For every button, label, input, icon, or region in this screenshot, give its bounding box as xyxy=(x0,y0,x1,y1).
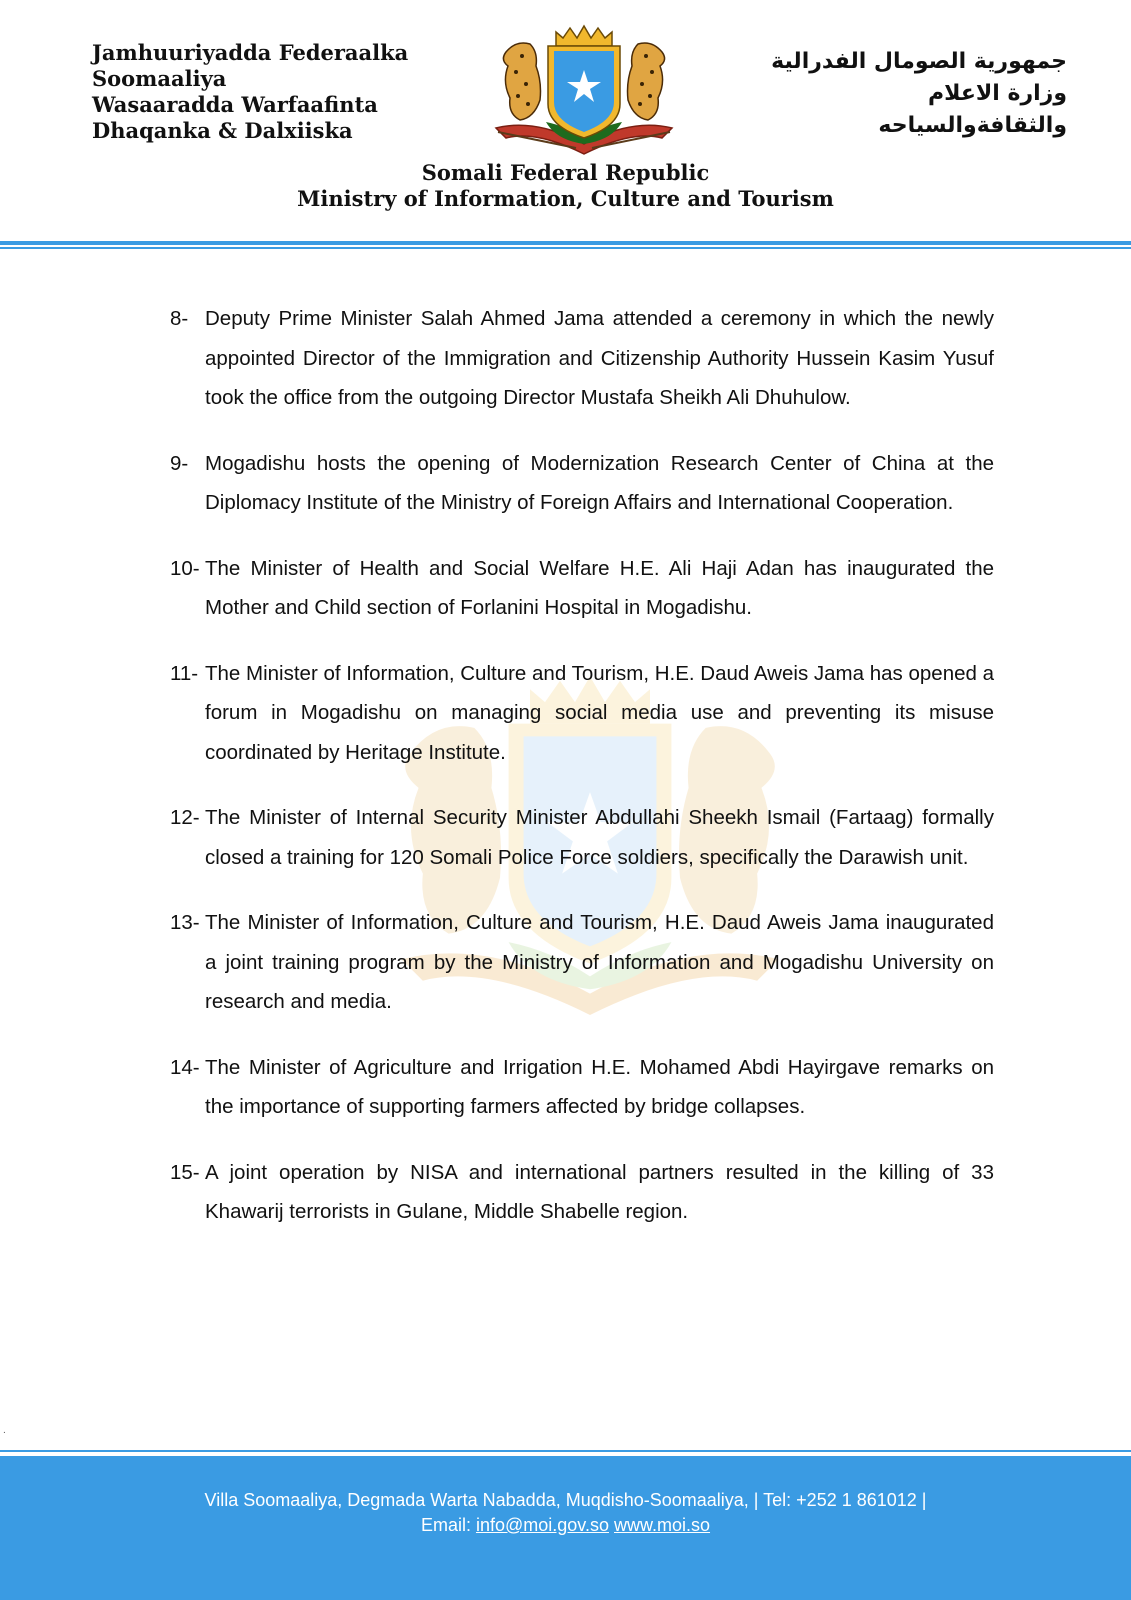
header-right-line: والثقافةوالسياحه xyxy=(878,113,1067,138)
item-text: A joint operation by NISA and international partners resulted in the killing of 33 Khawarij terrorists in Gulane, Middle Shabelle region. xyxy=(205,1160,994,1223)
footer-email-link[interactable]: info@moi.gov.so xyxy=(475,1515,609,1535)
item-text: Mogadishu hosts the opening of Modernization Research Center of China at the Diplomacy Institute of the Ministry of Foreign Affairs and International Cooperation. xyxy=(205,451,994,514)
header-left-line: Dhaqanka & Dalxiiska xyxy=(92,118,353,143)
list-item xyxy=(170,798,994,877)
list-item xyxy=(170,654,994,773)
stray-mark: . xyxy=(3,1425,6,1436)
header-arabic-text xyxy=(771,46,1067,142)
header-subtitle: Ministry of Information, Culture and Tourism xyxy=(297,186,834,211)
footer-email-label: Email: xyxy=(420,1515,471,1535)
footer-address: Villa Soomaaliya, Degmada Warta Nabadda, Muqdisho-Soomaaliya, | Tel: +252 1 861012 | xyxy=(204,1490,927,1510)
list-item xyxy=(170,549,994,628)
footer-contact xyxy=(0,1513,1131,1538)
item-text: The Minister of Health and Social Welfare H.E. Ali Haji Adan has inaugurated the Mother and Child section of Forlanini Hospital in Mogadishu. xyxy=(205,556,994,619)
header-right-line: وزارة الاعلام xyxy=(928,81,1067,106)
item-number: 9- xyxy=(170,451,189,475)
item-text: The Minister of Information, Culture and Tourism, H.E. Daud Aweis Jama inaugurated a joint training program by the Ministry of Information and Mogadishu University on research and media. xyxy=(205,911,994,1013)
list-item xyxy=(170,1048,994,1127)
item-text: Deputy Prime Minister Salah Ahmed Jama attended a ceremony in which the newly appointed Director of the Immigration and Citizenship Authority Hussein Kasim Yusuf took the office from the outgoing Director Mustafa Sheikh Ali Dhuhulow. xyxy=(205,307,994,409)
item-number: 10- xyxy=(170,556,200,580)
item-text: The Minister of Information, Culture and Tourism, H.E. Daud Aweis Jama has opened a forum in Mogadishu on managing social media use and preventing its misuse coordinated by Heritage Institute. xyxy=(205,661,994,764)
item-text: The Minister of Internal Security Minister Abdullahi Sheekh Ismail (Fartaag) formally closed a training for 120 Somali Police Force soldiers, specifically the Darawish unit. xyxy=(205,806,994,869)
header-somali-text xyxy=(92,40,408,144)
list-item xyxy=(170,1153,994,1232)
list-item xyxy=(170,903,994,1022)
item-number: 11- xyxy=(170,661,199,685)
list-item xyxy=(170,444,994,523)
header-english-title xyxy=(0,160,1131,212)
item-number: 13- xyxy=(170,911,200,934)
coat-of-arms-icon xyxy=(486,22,682,162)
list-item xyxy=(170,299,994,418)
header-left-line: Wasaaradda Warfaafinta xyxy=(92,92,378,117)
header-left-line: Jamhuuriyadda Federaalka xyxy=(92,40,409,65)
header-divider xyxy=(0,241,1131,245)
footer xyxy=(0,1456,1131,1600)
item-number: 14- xyxy=(170,1055,200,1079)
item-number: 8- xyxy=(170,307,189,330)
footer-website-link[interactable]: www.moi.so xyxy=(614,1515,711,1535)
item-number: 12- xyxy=(170,806,200,829)
header-title: Somali Federal Republic xyxy=(421,160,710,185)
footer-divider xyxy=(0,1450,1131,1452)
item-number: 15- xyxy=(170,1160,200,1184)
header-left-line: Soomaaliya xyxy=(92,66,227,91)
item-text: The Minister of Agriculture and Irrigation H.E. Mohamed Abdi Hayirgave remarks on the importance of supporting farmers affected by bridge collapses. xyxy=(205,1055,994,1118)
news-list xyxy=(170,299,994,1258)
header-right-line: جمهورية الصومال الفدرالية xyxy=(771,49,1067,74)
header-divider-thin xyxy=(0,247,1131,249)
